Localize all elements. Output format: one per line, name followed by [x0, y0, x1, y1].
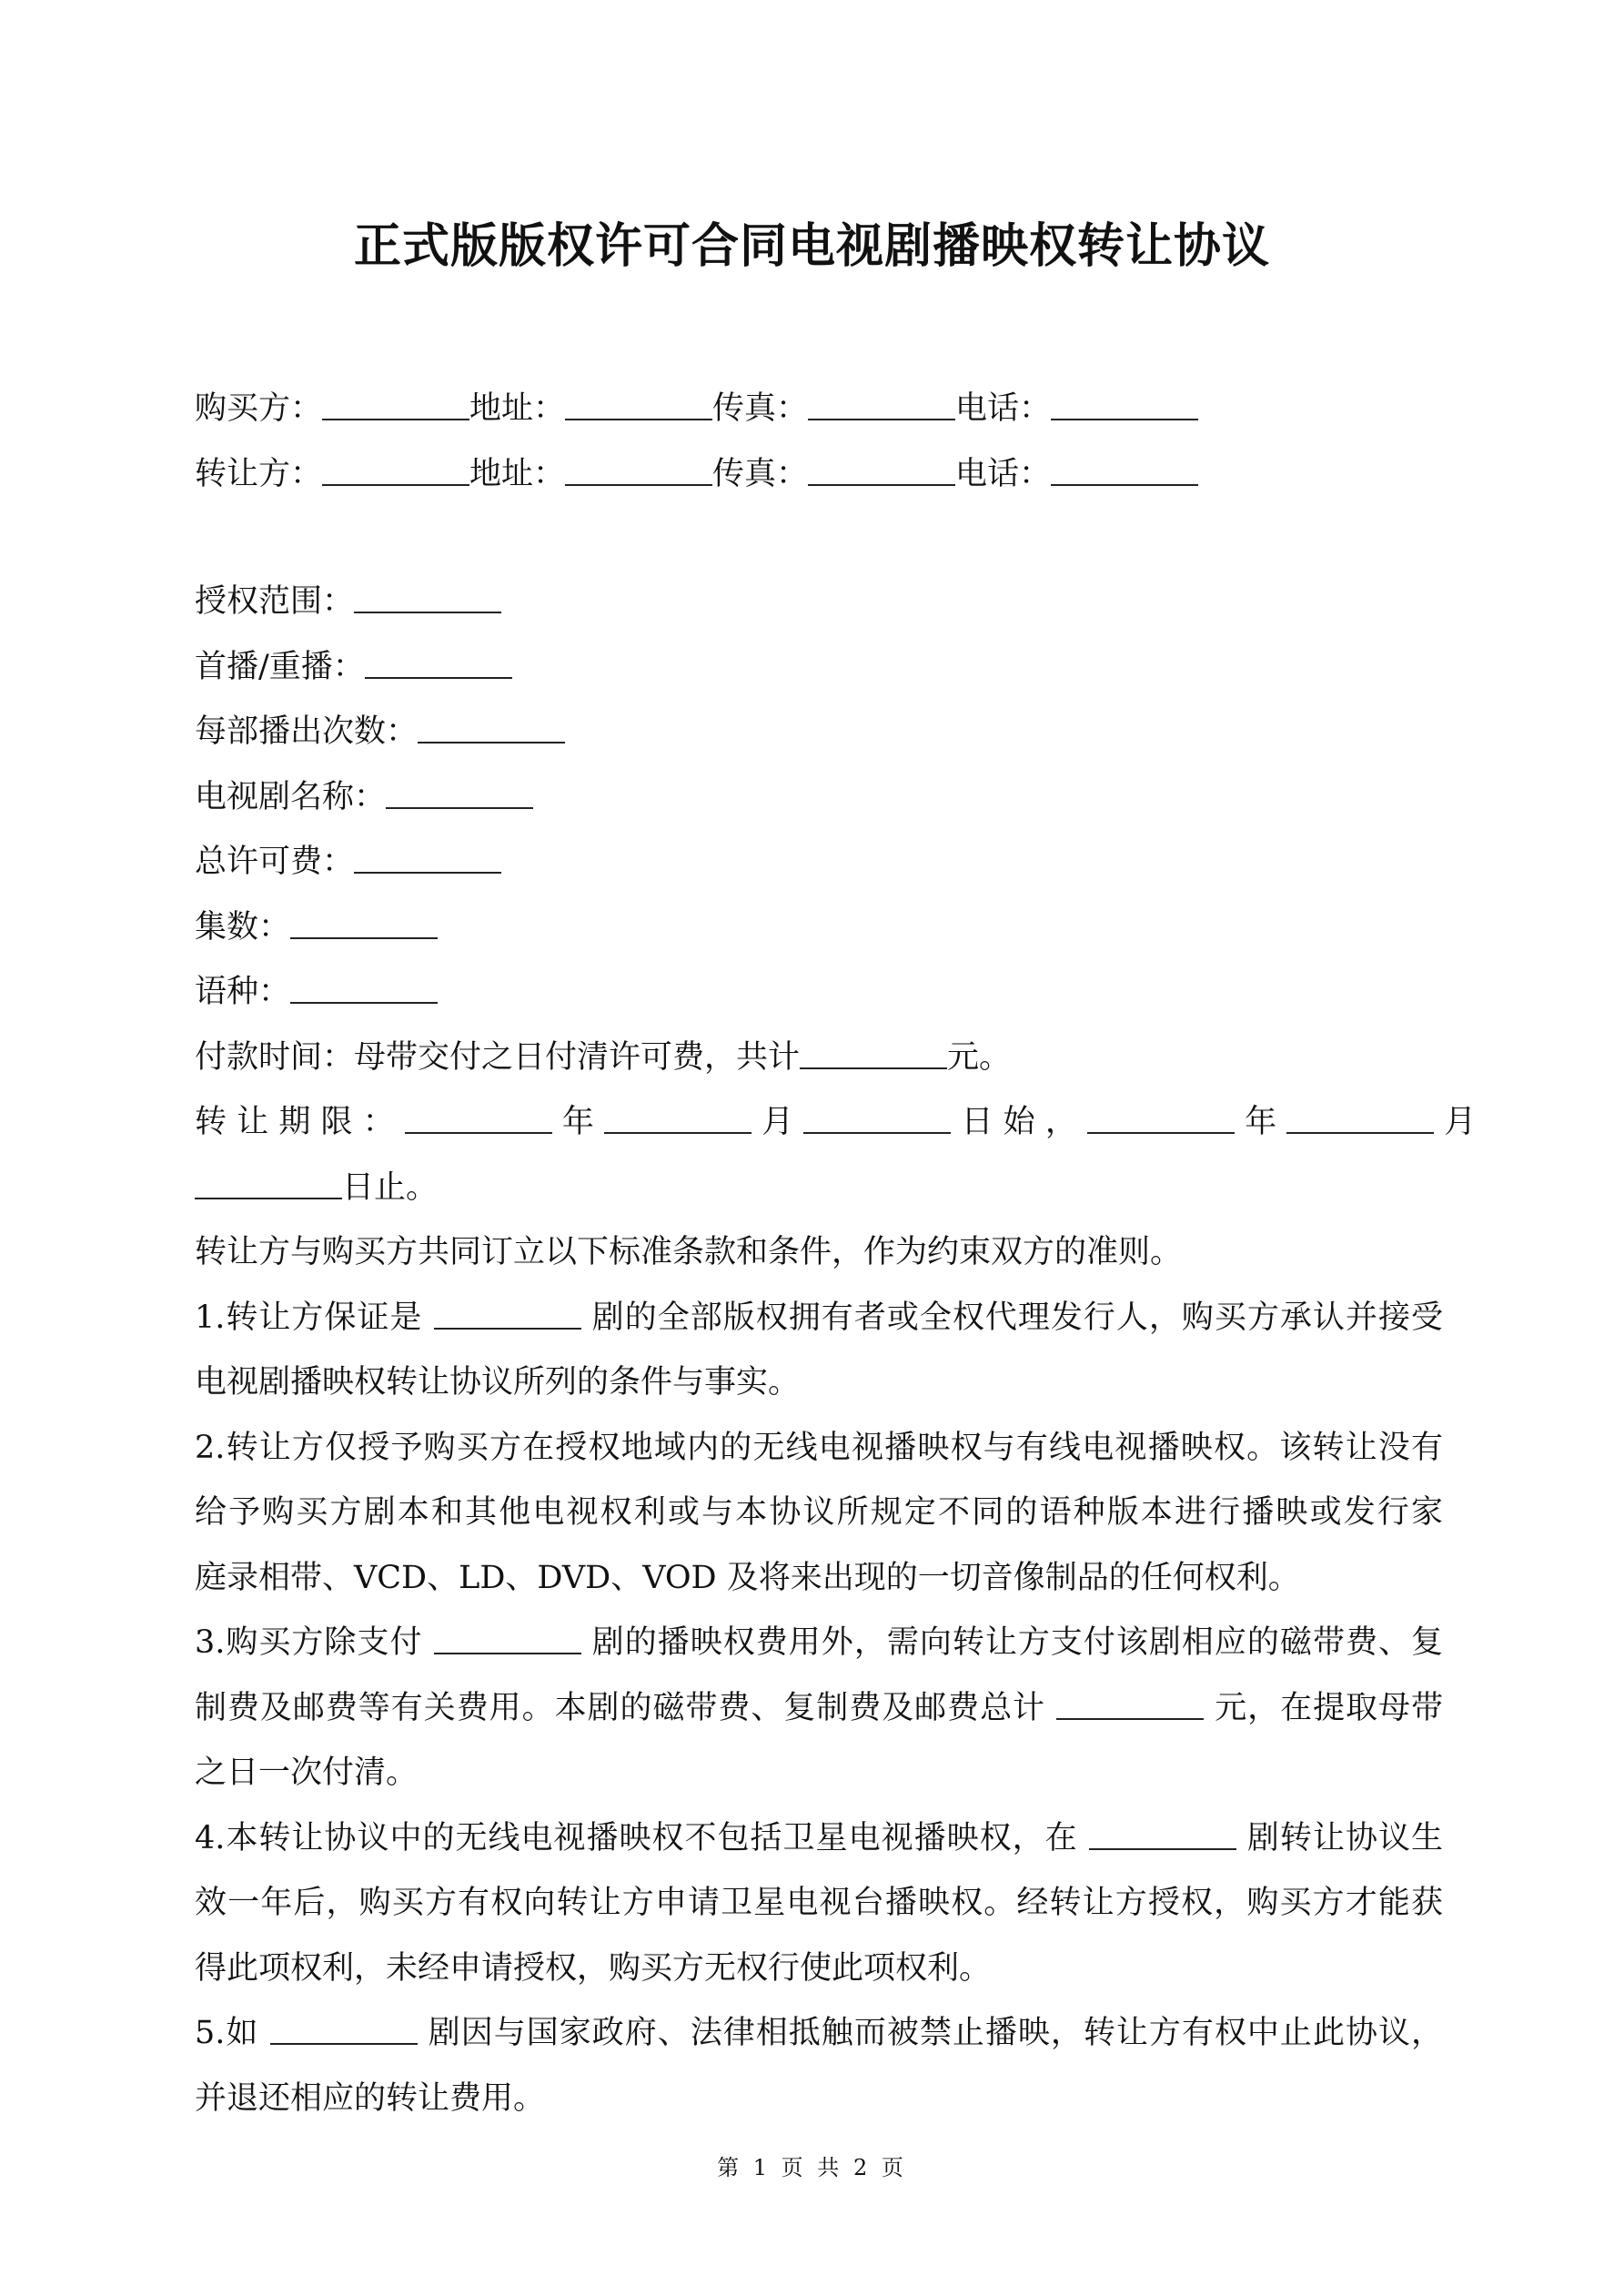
text-line [195, 1937, 1443, 2002]
text-segment: 年 [561, 1104, 594, 1140]
fill-in-blank[interactable] [405, 1105, 552, 1134]
fill-in-blank[interactable] [290, 910, 438, 939]
text-segment: 电话： [955, 390, 1052, 427]
text-segment: 日止。 [342, 1168, 439, 1206]
fill-in-blank[interactable] [803, 1105, 951, 1134]
text-segment: ， [1044, 1104, 1077, 1140]
text-segment: 月 [762, 1104, 794, 1140]
text-line [195, 830, 1443, 895]
text-line [195, 377, 1443, 442]
fill-in-blank[interactable] [808, 457, 955, 486]
text-segment: 电视剧播映权转让协议所列的条件与事实。 [195, 1364, 801, 1401]
text-line [195, 895, 1443, 961]
text-line [195, 1611, 1443, 1676]
text-segment: 4.本转让协议中的无线电视播映权不包括卫星电视播映权，在 [195, 1819, 1078, 1856]
text-segment: 月 [1444, 1104, 1477, 1140]
fill-in-blank[interactable] [1089, 1821, 1236, 1850]
text-segment: 让 [237, 1104, 269, 1140]
text-segment: 转 [195, 1104, 227, 1140]
fill-in-blank[interactable] [565, 391, 712, 420]
text-segment: 传真： [712, 390, 809, 427]
text-line [195, 635, 1443, 701]
text-line [195, 2067, 1443, 2132]
text-segment: 剧因与国家政府、法律相抵触而被禁止播映，转让方有权中止此协议， [428, 2015, 1443, 2051]
text-line [195, 1806, 1443, 1872]
text-segment: 3.购买方除支付 [195, 1624, 423, 1661]
text-segment: 传真： [712, 455, 809, 492]
fill-in-blank[interactable] [434, 1625, 581, 1654]
spacer [195, 507, 1443, 570]
text-line [195, 1156, 1443, 1221]
text-line [195, 2001, 1443, 2067]
text-line [195, 1741, 1443, 1806]
text-line [195, 1026, 1443, 1091]
text-segment: 并退还相应的转让费用。 [195, 2079, 546, 2117]
fill-in-blank[interactable] [808, 391, 955, 420]
text-line [195, 1481, 1443, 1546]
fill-in-blank[interactable] [290, 975, 438, 1004]
fill-in-blank[interactable] [1051, 391, 1198, 420]
text-segment: 地址： [469, 455, 566, 492]
document-body [195, 377, 1477, 2131]
text-segment: 年 [1245, 1104, 1277, 1140]
text-line [195, 1090, 1477, 1156]
text-segment: 1.转让方保证是 [195, 1299, 423, 1336]
text-segment: 剧转让协议生 [1246, 1819, 1443, 1856]
fill-in-blank[interactable] [270, 2016, 418, 2045]
text-segment: 授权范围： [195, 583, 355, 620]
text-segment: 元。 [947, 1038, 1012, 1076]
text-segment: 总许可费： [195, 844, 355, 880]
text-line [195, 700, 1443, 765]
text-line [195, 765, 1443, 831]
fill-in-blank[interactable] [1286, 1105, 1434, 1134]
text-segment: 地址： [469, 390, 566, 427]
text-line [195, 1871, 1443, 1937]
fill-in-blank[interactable] [1056, 1691, 1204, 1720]
fill-in-blank[interactable] [386, 780, 533, 809]
text-line [195, 1676, 1443, 1742]
text-line [195, 442, 1443, 508]
text-line [195, 960, 1443, 1026]
text-segment: 2.转让方仅授予购买方在授权地域内的无线电视播映权与有线电视播映权。该转让没有 [195, 1429, 1443, 1466]
text-segment: ： [362, 1104, 395, 1140]
text-segment: 限 [320, 1104, 353, 1140]
text-segment: 元，在提取母带 [1215, 1689, 1443, 1726]
fill-in-blank[interactable] [800, 1040, 947, 1069]
text-segment: 购买方： [195, 390, 323, 427]
text-segment: 语种： [195, 974, 291, 1010]
fill-in-blank[interactable] [434, 1300, 581, 1330]
text-segment: 剧的播映权费用外，需向转让方支付该剧相应的磁带费、复 [591, 1624, 1443, 1661]
text-segment: 始 [1003, 1104, 1035, 1140]
text-segment: 效一年后，购买方有权向转让方申请卫星电视台播映权。经转让方授权，购买方才能获 [195, 1885, 1443, 1921]
text-segment: 电视剧名称： [195, 778, 387, 815]
text-segment: 之日一次付清。 [195, 1755, 419, 1791]
text-line [195, 1350, 1443, 1416]
text-segment: 集数： [195, 908, 291, 946]
fill-in-blank[interactable] [604, 1105, 751, 1134]
text-segment: 日 [961, 1104, 994, 1140]
text-segment: 5.如 [195, 2015, 259, 2051]
fill-in-blank[interactable] [322, 391, 469, 420]
text-segment: 转让方与购买方共同订立以下标准条款和条件，作为约束双方的准则。 [195, 1234, 1183, 1270]
text-segment: 电话： [955, 455, 1052, 492]
page-footer: 第 1 页 共 2 页 [717, 2155, 907, 2180]
text-segment: 得此项权利，未经申请授权，购买方无权行使此项权利。 [195, 1949, 992, 1987]
fill-in-blank[interactable] [565, 457, 712, 486]
text-line [195, 570, 1443, 635]
text-segment: 期 [278, 1104, 311, 1140]
text-segment: 给予购买方剧本和其他电视权利或与本协议所规定不同的语种版本进行播映或发行家 [195, 1494, 1443, 1531]
text-segment: 制费及邮费等有关费用。本剧的磁带费、复制费及邮费总计 [195, 1689, 1045, 1726]
text-segment: 转让方： [195, 455, 323, 492]
text-line [195, 1546, 1443, 1612]
text-segment: 剧的全部版权拥有者或全权代理发行人，购买方承认并接受 [591, 1299, 1443, 1336]
text-segment: 庭录相带、VCD、LD、DVD、VOD 及将来出现的一切音像制品的任何权利。 [195, 1559, 1300, 1596]
text-line [195, 1416, 1443, 1482]
fill-in-blank[interactable] [354, 584, 501, 613]
fill-in-blank[interactable] [418, 714, 565, 743]
text-segment: 首播/重播： [195, 648, 365, 685]
fill-in-blank[interactable] [354, 845, 501, 874]
text-segment: 付款时间：母带交付之日付清许可费，共计 [195, 1038, 801, 1076]
fill-in-blank[interactable] [1051, 457, 1198, 486]
text-line [195, 1220, 1443, 1286]
fill-in-blank[interactable] [322, 457, 469, 486]
text-line [195, 1286, 1443, 1351]
document-title: 正式版版权许可合同电视剧播映权转让协议 [353, 218, 1270, 274]
fill-in-blank[interactable] [195, 1170, 342, 1199]
fill-in-blank[interactable] [365, 650, 512, 679]
fill-in-blank[interactable] [1087, 1105, 1235, 1134]
text-segment: 每部播出次数： [195, 713, 419, 750]
